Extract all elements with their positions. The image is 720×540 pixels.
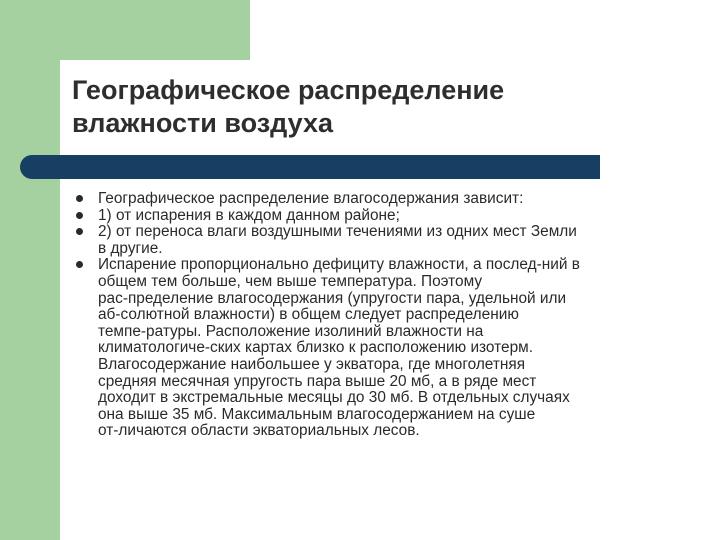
bullet-item <box>76 191 656 208</box>
text-line: 2) от переноса влаги воздушными течениями из одних мест Земли <box>98 223 577 241</box>
title-divider-bar <box>20 155 600 179</box>
text-line: Влагосодержание наибольшее у экватора, где многолетняя <box>98 355 526 373</box>
title-line: Географическое распределение <box>72 75 505 105</box>
bullet-item <box>76 224 656 257</box>
text-line: рас-пределение влагосодержания (упругости пара, удельной или <box>98 289 567 307</box>
text-line: аб-солютной влажности) в общем следует распределению <box>98 306 519 324</box>
text-line: общем тем больше, чем выше температура. Поэтому <box>98 272 483 290</box>
text-line: 1) от испарения в каждом данном районе; <box>98 206 400 224</box>
text-line: средняя месячная упругость пара выше 20 мб, а в ряде мест <box>98 372 537 390</box>
text-line: климатологиче-ских картах близко к расположению изотерм. <box>98 339 534 357</box>
title-line: влажности воздуха <box>72 108 333 138</box>
bullet-item <box>76 257 656 440</box>
slide-title <box>72 74 672 140</box>
bullet-item <box>76 208 656 225</box>
text-line: она выше 35 мб. Максимальным влагосодержанием на суше <box>98 405 536 423</box>
text-line: Испарение пропорционально дефициту влажности, а послед-ний в <box>98 256 580 274</box>
bullet-icon <box>76 195 83 202</box>
decorative-green-strip-left <box>0 0 60 540</box>
bullet-icon <box>76 212 83 219</box>
bullet-icon <box>76 261 83 268</box>
text-line: Географическое распределение влагосодержания зависит: <box>98 190 524 207</box>
bullet-icon <box>76 228 83 235</box>
text-line: темпе-ратуры. Расположение изолиний влажности на <box>98 322 484 340</box>
bullet-list <box>76 191 656 440</box>
text-line: доходит в экстремальные месяцы до 30 мб. В отдельных случаях <box>98 389 570 407</box>
text-line: от-личаются области экваториальных лесов. <box>98 422 420 440</box>
text-line: в другие. <box>98 239 163 257</box>
